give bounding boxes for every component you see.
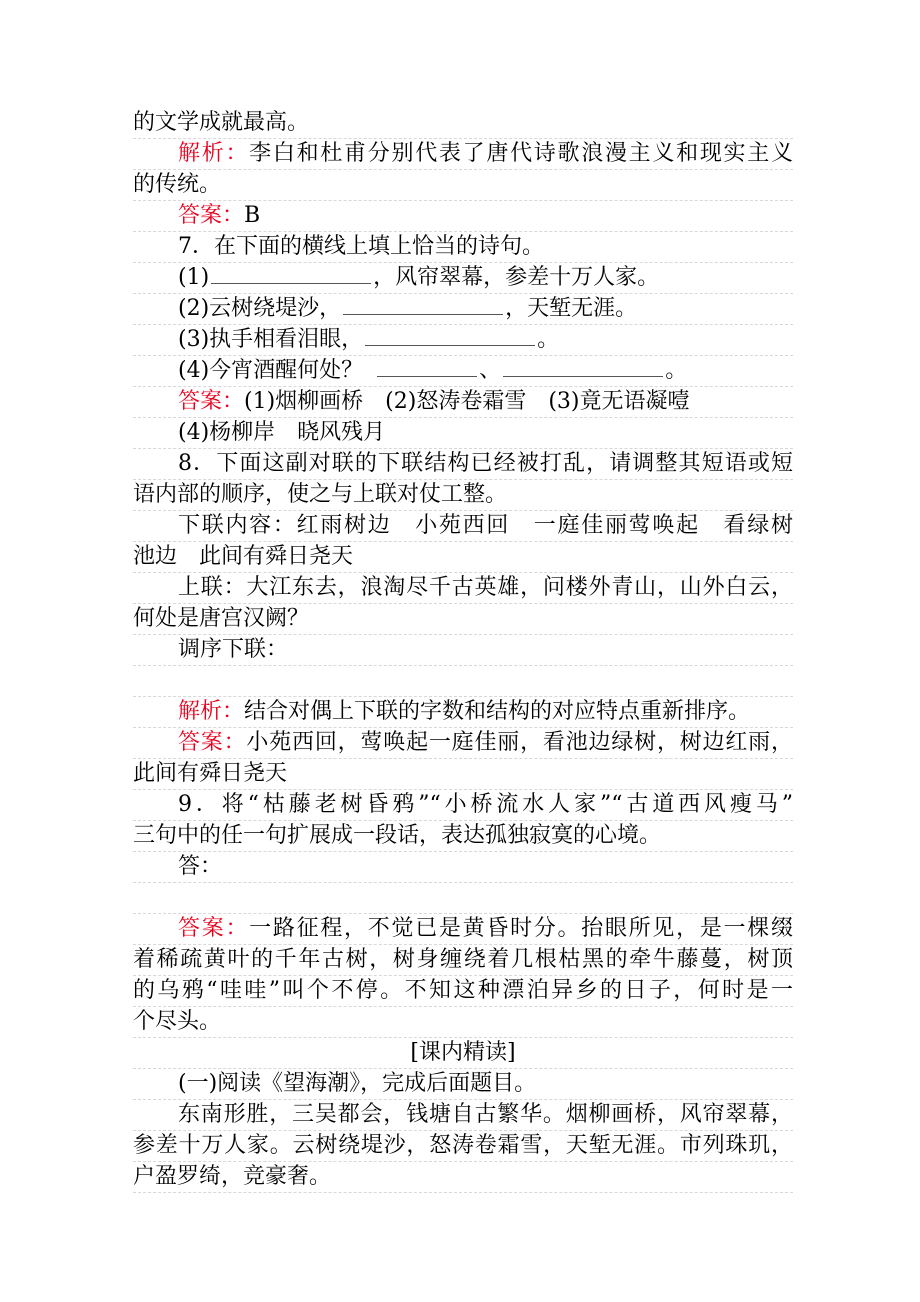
line-text: 池边 此间有舜日尧天 [133, 544, 354, 569]
text-line [133, 573, 793, 604]
line-text: 参差十万人家。云树绕堤沙，怒涛卷霜雪，天堑无涯。市列珠玑， [133, 1133, 793, 1158]
line-text: 东南形胜，三吴都会，钱塘自古繁华。烟柳画桥，风帘翠幕， [178, 1102, 793, 1127]
line-text: 的乌鸦“哇哇”叫个不停。不知这种漂泊异乡的日子，何时是一 [133, 978, 793, 1003]
fill-blank[interactable] [211, 265, 371, 284]
q7-item-1 [133, 263, 793, 294]
line-text: 下联内容：红雨树边 小苑西回 一庭佳丽莺唤起 看绿树 [178, 513, 793, 538]
question-text: 9．将“枯藤老树昏鸦”“小桥流水人家”“古道西风瘦马” [178, 792, 793, 817]
heading-text: [课内精读] [410, 1040, 516, 1065]
fill-blank[interactable] [377, 358, 477, 377]
item-text: (2)云树绕堤沙， [178, 296, 342, 321]
answer-text: 小苑西回，莺唤起一庭佳丽，看池边绿树，树边红雨， [246, 730, 793, 755]
document-page [133, 108, 793, 1193]
section-heading [133, 1038, 793, 1069]
question-7 [133, 232, 793, 263]
q6-answer-line [133, 201, 793, 232]
item-text: (4)今宵酒醒何处？ [178, 358, 364, 383]
item-text: (3)执手相看泪眼， [178, 327, 364, 352]
answer-prompt-line [133, 852, 793, 883]
answer-label: 答案： [178, 730, 247, 755]
text-line [133, 976, 793, 1007]
q6-analysis-line [133, 139, 793, 170]
text-line [133, 542, 793, 573]
text-line [133, 759, 793, 790]
line-text: 户盈罗绮，竞豪奢。 [133, 1164, 332, 1189]
line-text: 此间有舜日尧天 [133, 761, 288, 786]
line-text: (4)杨柳岸 晓风残月 [178, 420, 386, 445]
line-text: 的传统。 [133, 172, 222, 197]
q8-answer-line [133, 728, 793, 759]
q7-item-4 [133, 356, 793, 387]
fill-blank[interactable] [365, 327, 535, 346]
item-text: 。 [537, 327, 560, 352]
item-text: ，天堑无涯。 [505, 296, 638, 321]
text-line [133, 480, 793, 511]
line-text: 三句中的任一句扩展成一段话，表达孤独寂寞的心境。 [133, 823, 662, 848]
question-8 [133, 449, 793, 480]
poem-line [133, 1100, 793, 1131]
text-line [133, 945, 793, 976]
line-text: 个尽头。 [133, 1009, 222, 1034]
item-text: (1) [178, 265, 210, 290]
answer-label: 答案： [178, 203, 245, 228]
item-text: 、 [479, 358, 502, 383]
line-text: 何处是唐宫汉阙？ [133, 606, 310, 631]
analysis-label: 解析： [178, 141, 250, 166]
text-line [133, 821, 793, 852]
reading-instruction [133, 1069, 793, 1100]
analysis-label: 解析： [178, 699, 245, 724]
text-line [133, 1007, 793, 1038]
item-text: 。 [665, 358, 688, 383]
fill-blank[interactable] [503, 358, 663, 377]
line-text: 语内部的顺序，使之与上联对仗工整。 [133, 482, 508, 507]
analysis-text: 结合对偶上下联的字数和结构的对应特点重新排序。 [244, 699, 751, 724]
item-text: ，风帘翠幕，参差十万人家。 [373, 265, 660, 290]
question-text: 7．在下面的横线上填上恰当的诗句。 [178, 234, 544, 259]
fill-blank[interactable] [343, 296, 503, 315]
q7-answer-line [133, 387, 793, 418]
answer-label: 答案： [178, 389, 245, 414]
answer-text: B [244, 203, 261, 228]
text-line [133, 511, 793, 542]
answer-prompt-line [133, 635, 793, 666]
answer-label: 答案： [178, 916, 250, 941]
question-text: 8．下面这副对联的下联结构已经被打乱，请调整其短语或短 [178, 451, 793, 476]
answer-text: (1)烟柳画桥 (2)怒涛卷霜雪 (3)竟无语凝噎 [244, 389, 690, 414]
line-text: 答： [178, 854, 223, 879]
answer-space-line[interactable] [133, 883, 793, 914]
line-text: 着稀疏黄叶的千年古树，树身缠绕着几根枯黑的牵牛藤蔓，树顶 [133, 947, 793, 972]
q7-item-3 [133, 325, 793, 356]
answer-space-line[interactable] [133, 666, 793, 697]
line-text: 的文学成就最高。 [133, 110, 310, 135]
answer-text: 一路征程，不觉已是黄昏时分。抬眼所见，是一棵缀 [249, 916, 793, 941]
analysis-text: 李白和杜甫分别代表了唐代诗歌浪漫主义和现实主义 [249, 141, 793, 166]
poem-line [133, 1162, 793, 1193]
text-line [133, 418, 793, 449]
text-line [133, 108, 793, 139]
q9-answer-line [133, 914, 793, 945]
q8-analysis-line [133, 697, 793, 728]
line-text: (一)阅读《望海潮》，完成后面题目。 [178, 1071, 537, 1096]
q7-item-2 [133, 294, 793, 325]
line-text: 上联：大江东去，浪淘尽千古英雄，问楼外青山，山外白云， [178, 575, 793, 600]
question-9 [133, 790, 793, 821]
poem-line [133, 1131, 793, 1162]
text-line [133, 170, 793, 201]
line-text: 调序下联： [178, 637, 289, 662]
text-line [133, 604, 793, 635]
